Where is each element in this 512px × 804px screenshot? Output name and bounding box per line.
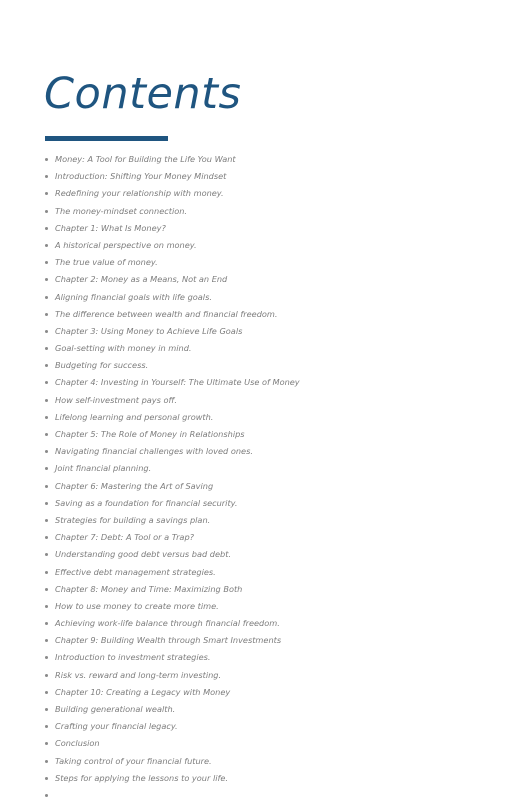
toc-item-label: Chapter 8: Money and Time: Maximizing Both	[55, 583, 243, 594]
toc-item	[0, 770, 512, 787]
toc-item	[0, 701, 512, 718]
bullet-icon	[45, 725, 48, 728]
toc-item-label: Aligning financial goals with life goals.	[55, 291, 212, 302]
toc-item-label: Money: A Tool for Building the Life You Want	[55, 154, 236, 164]
toc-item	[0, 753, 512, 770]
toc-item	[0, 632, 512, 649]
toc-item	[0, 529, 512, 546]
toc-item	[0, 460, 512, 477]
bullet-icon	[45, 399, 48, 402]
toc-item-label: Risk vs. reward and long-term investing.	[55, 669, 222, 680]
bullet-icon	[45, 742, 48, 745]
bullet-icon	[45, 175, 48, 178]
bullet-icon	[45, 622, 48, 625]
bullet-icon	[45, 760, 48, 763]
bullet-icon	[45, 485, 48, 488]
bullet-icon	[45, 794, 48, 797]
toc-item	[0, 581, 512, 598]
bullet-icon	[45, 433, 48, 436]
toc-item	[0, 512, 512, 529]
toc-item	[0, 564, 512, 581]
toc-item	[0, 409, 512, 426]
bullet-icon	[45, 261, 48, 264]
toc-item-label: Chapter 2: Money as a Means, Not an End	[55, 274, 228, 285]
bullet-icon	[45, 674, 48, 677]
toc-item-label: Effective debt management strategies.	[55, 566, 216, 577]
toc-item-label: Understanding good debt versus bad debt.	[55, 549, 232, 560]
bullet-icon	[45, 210, 48, 213]
toc-item	[0, 289, 512, 306]
toc-item	[0, 357, 512, 374]
toc-item-label: Achieving work-life balance through financial freedom.	[55, 618, 280, 629]
bullet-icon	[45, 158, 48, 161]
title-underline	[45, 136, 168, 141]
toc-item-label: How self-investment pays off.	[55, 394, 178, 405]
toc-item-label: Chapter 5: The Role of Money in Relationships	[55, 429, 245, 439]
bullet-icon	[45, 536, 48, 539]
bullet-icon	[45, 227, 48, 230]
toc-item-label: Budgeting for success.	[55, 360, 149, 371]
page-title: Contents	[44, 69, 242, 119]
bullet-icon	[45, 278, 48, 281]
toc-item	[0, 684, 512, 701]
bullet-icon	[45, 467, 48, 470]
toc-item	[0, 185, 512, 202]
bullet-icon	[45, 381, 48, 384]
toc-item	[0, 546, 512, 563]
toc-item-label: Introduction to investment strategies.	[55, 652, 211, 663]
toc-item-label: Steps for applying the lessons to your life.	[55, 772, 229, 783]
bullet-icon	[45, 244, 48, 247]
bullet-icon	[45, 347, 48, 350]
toc-item	[0, 443, 512, 460]
toc-item	[0, 340, 512, 357]
toc-item	[0, 220, 512, 237]
toc-item-label: Joint financial planning.	[55, 463, 152, 474]
bullet-icon	[45, 553, 48, 556]
bullet-icon	[45, 450, 48, 453]
toc-item-label: Saving as a foundation for financial security.	[55, 497, 238, 508]
toc-item-label: The true value of money.	[55, 257, 158, 268]
toc-item-label: Chapter 7: Debt: A Tool or a Trap?	[55, 532, 194, 543]
bullet-icon	[45, 364, 48, 367]
toc-item-label: Strategies for building a savings plan.	[55, 514, 211, 525]
bullet-icon	[45, 708, 48, 711]
toc-item-label: How to use money to create more time.	[55, 600, 219, 611]
toc-item-label: Chapter 6: Mastering the Art of Saving	[55, 480, 214, 491]
toc-item	[0, 203, 512, 220]
toc-item	[0, 598, 512, 615]
toc-item-label: Taking control of your financial future.	[55, 755, 212, 766]
bullet-icon	[45, 571, 48, 574]
toc-item	[0, 426, 512, 443]
toc-item	[0, 392, 512, 409]
toc-item	[0, 306, 512, 323]
bullet-icon	[45, 330, 48, 333]
toc-item-label: Crafting your financial legacy.	[55, 721, 178, 732]
toc-item	[0, 271, 512, 288]
bullet-icon	[45, 313, 48, 316]
toc-item	[0, 254, 512, 271]
toc-item	[0, 151, 512, 168]
bullet-icon	[45, 588, 48, 591]
toc-item	[0, 374, 512, 391]
toc-item-label: Redefining your relationship with money.	[55, 188, 224, 199]
toc-item-label: Chapter 10: Creating a Legacy with Money	[55, 686, 231, 697]
toc-item-label: Chapter 1: What Is Money?	[55, 222, 166, 233]
toc-item-label: Introduction: Shifting Your Money Mindset	[55, 171, 227, 182]
bullet-icon	[45, 777, 48, 780]
toc-item-label: Chapter 4: Investing in Yourself: The Ultimate Use of Money	[55, 377, 300, 388]
toc-item-label: The difference between wealth and financial freedom.	[55, 308, 278, 319]
toc-item	[0, 615, 512, 632]
toc-item	[0, 495, 512, 512]
toc-item-label: Building generational wealth.	[55, 704, 176, 714]
toc-item	[0, 478, 512, 495]
toc-item-label: Navigating financial challenges with loved ones.	[55, 446, 253, 457]
bullet-icon	[45, 656, 48, 659]
toc-item	[0, 323, 512, 340]
toc-item-label: A historical perspective on money.	[55, 239, 197, 250]
toc-item	[0, 649, 512, 666]
table-of-contents	[0, 151, 512, 804]
toc-item	[0, 787, 512, 804]
toc-item-label: Chapter 3: Using Money to Achieve Life Goals	[55, 325, 243, 336]
toc-item	[0, 735, 512, 752]
bullet-icon	[45, 502, 48, 505]
toc-item	[0, 168, 512, 185]
bullet-icon	[45, 519, 48, 522]
bullet-icon	[45, 192, 48, 195]
toc-item-label: Lifelong learning and personal growth.	[55, 411, 214, 422]
bullet-icon	[45, 296, 48, 299]
toc-item-label: Conclusion	[55, 738, 100, 749]
toc-item	[0, 237, 512, 254]
bullet-icon	[45, 416, 48, 419]
bullet-icon	[45, 605, 48, 608]
toc-item	[0, 667, 512, 684]
toc-item-label: The money-mindset connection.	[55, 205, 188, 216]
bullet-icon	[45, 639, 48, 642]
toc-item-label: Chapter 9: Building Wealth through Smart Investments	[55, 635, 282, 646]
bullet-icon	[45, 691, 48, 694]
toc-item-label: Goal-setting with money in mind.	[55, 343, 192, 354]
toc-item	[0, 718, 512, 735]
